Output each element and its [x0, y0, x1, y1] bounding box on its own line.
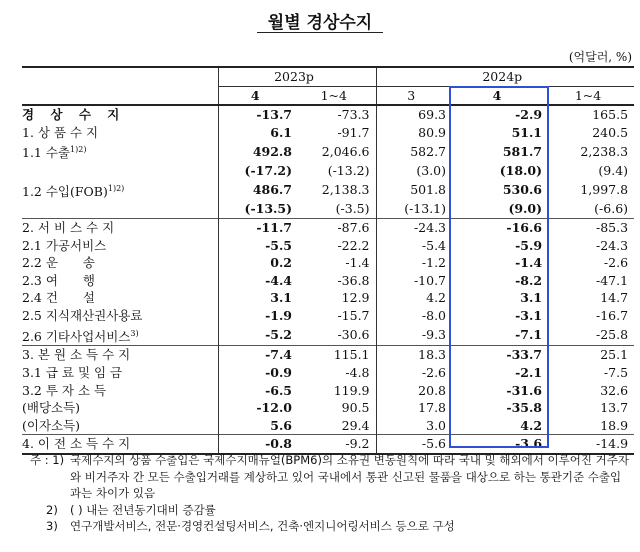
table-cell: 32.6 [600, 382, 629, 398]
table-cell: 501.8 [410, 182, 447, 198]
table-cell: (-13.5) [244, 201, 292, 217]
table-cell: 3.1 [270, 290, 292, 306]
table-cell: -12.0 [256, 400, 292, 416]
table-cell: -11.7 [218, 219, 298, 237]
footnote-ref: 1)2) [70, 145, 87, 155]
table-cell: -0.8 [218, 435, 298, 454]
table-cell: 2,046.6 [298, 141, 376, 162]
row-label-text: 2.5 지식재산권사용료 [22, 308, 143, 324]
table-cell: -2.6 [421, 364, 447, 380]
table-cell: 18.3 [376, 346, 452, 364]
row-label [22, 124, 218, 142]
table-cell: -5.5 [265, 237, 292, 253]
table-cell: 20.8 [418, 382, 447, 398]
table-cell: (-17.2) [244, 163, 292, 179]
table-cell: -14.9 [548, 435, 634, 454]
row-label-text: 경 상 수 지 [22, 107, 126, 123]
table-cell: -36.8 [298, 272, 376, 290]
table-row [22, 325, 634, 346]
table-cell: -0.9 [265, 364, 292, 380]
table-cell: 165.5 [592, 107, 629, 123]
table-cell: (-13.1) [404, 201, 447, 217]
current-account-table [22, 66, 634, 455]
table-cell: -35.8 [506, 400, 543, 416]
table-cell: -25.8 [595, 327, 629, 343]
footnote-1-key: 주 : 1) [30, 453, 65, 467]
row-label [22, 307, 218, 325]
table-cell: -1.4 [515, 255, 543, 271]
table-cell: 119.9 [298, 382, 376, 400]
table-cell: 29.4 [298, 417, 376, 435]
row-label-text: 3.1 급 료 및 임 금 [22, 364, 123, 380]
table-cell: (18.0) [499, 163, 543, 179]
table-cell: -10.7 [413, 272, 447, 288]
row-label [22, 325, 218, 346]
row-label-text: 2.4 건 설 [22, 290, 96, 306]
month-header-row [22, 86, 634, 105]
footnote-1-text: 국제수지의 상품 수출입은 국제수지매뉴얼(BPM6)의 소유권 변동원칙에 따라 국내 및 해외에서 이루어진 거주자와 비거주자 간 모든 수출입거래를 계상하고 있어 국내에서 통관 신고된 물품을 대상으로 하는 통관기준 수출입과는 차이가 있음 [70, 453, 629, 500]
col-header: 3 [376, 86, 452, 105]
table-row [22, 200, 634, 218]
unit-label: (억달러, %) [568, 50, 632, 64]
row-label-text: 2.3 여 행 [22, 272, 96, 288]
table-cell: -8.0 [421, 308, 447, 324]
table-cell: -1.9 [265, 308, 292, 324]
col-header: 4 [452, 86, 548, 105]
table-row [22, 141, 634, 162]
table-cell: (-3.5) [298, 200, 376, 218]
row-label [22, 364, 218, 382]
table-row [22, 364, 634, 382]
footnote-ref: 1)2) [107, 183, 125, 193]
table-cell: 0.2 [270, 255, 292, 271]
table-cell: -22.2 [298, 237, 376, 255]
row-label-text: 2.1 가공서비스 [22, 237, 107, 253]
footnote-2-key: 2) [46, 502, 58, 517]
row-label-text: 2.2 운 송 [22, 255, 96, 271]
table-cell: -3.6 [452, 435, 548, 454]
row-label-text: 1. 상 품 수 지 [22, 124, 99, 140]
footnotes [30, 452, 630, 535]
table-cell: -13.7 [256, 107, 292, 123]
table-cell: 115.1 [298, 346, 376, 364]
table-cell: 4.2 [426, 290, 447, 306]
row-label-text: 3.2 투 자 소 득 [22, 382, 107, 398]
row-label [22, 200, 218, 218]
table-cell: -5.2 [265, 327, 292, 343]
table-cell: -7.4 [218, 346, 298, 364]
footnote-ref: 3) [130, 328, 139, 338]
footnote-2 [30, 502, 630, 519]
table-cell: 581.7 [502, 143, 543, 159]
row-label-text: 4. 이 전 소 득 수 지 [22, 436, 131, 452]
row-label-text: 2.6 기타사업서비스 [22, 328, 131, 344]
table-cell: -16.6 [452, 219, 548, 237]
footnote-2-text: ( ) 내는 전년동기대비 증감률 [70, 502, 216, 517]
table-cell: 3.1 [520, 290, 543, 306]
table-cell: 530.6 [502, 182, 543, 198]
row-label-text: 2. 서 비 스 수 지 [22, 220, 115, 236]
footnote-3 [30, 518, 630, 535]
table-row [22, 237, 634, 255]
table-cell: -33.7 [452, 346, 548, 364]
table-cell: (3.0) [416, 163, 447, 179]
row-label-text: 1.2 수입(FOB) [22, 183, 108, 199]
table-cell: 90.5 [298, 399, 376, 417]
row-label [22, 162, 218, 180]
header-corner [22, 67, 218, 86]
table-cell: -16.7 [595, 308, 629, 324]
table-cell: -5.6 [376, 435, 452, 454]
row-label [22, 141, 218, 162]
table-cell: 1,997.8 [580, 182, 629, 198]
table-cell: 80.9 [418, 124, 447, 140]
row-label [22, 254, 218, 272]
table-cell: -15.7 [298, 307, 376, 325]
table-row [22, 162, 634, 180]
footnote-1 [30, 452, 630, 502]
table-cell: 486.7 [252, 182, 292, 198]
table-cell: -91.7 [298, 124, 376, 142]
table-cell: -2.1 [515, 364, 543, 380]
table-row [22, 272, 634, 290]
page-title: 월별 경상수지 [267, 13, 373, 33]
year-2024-header: 2024p [376, 67, 634, 86]
table-cell: 3.0 [426, 417, 447, 433]
table-row [22, 254, 634, 272]
table-body [22, 105, 634, 454]
table-cell: 492.8 [252, 143, 292, 159]
table-row [22, 346, 634, 364]
table-cell: -2.9 [515, 107, 543, 123]
table-cell: -85.3 [548, 219, 634, 237]
table-cell: (-13.2) [298, 162, 376, 180]
table-cell: 240.5 [592, 124, 629, 140]
table-cell: 17.8 [418, 400, 447, 416]
table-cell: -5.4 [421, 237, 447, 253]
table-cell: (-6.6) [594, 201, 629, 217]
footnote-3-key: 3) [46, 519, 58, 533]
table-cell: -7.1 [515, 327, 543, 343]
table-cell: -3.1 [515, 308, 543, 324]
table-cell: -7.5 [603, 364, 629, 380]
table-cell: 25.1 [548, 346, 634, 364]
title-underline [257, 32, 383, 33]
table-cell: 14.7 [600, 290, 629, 306]
table-row [22, 180, 634, 201]
table-cell: 69.3 [418, 107, 447, 123]
row-label [22, 289, 218, 307]
row-label [22, 180, 218, 201]
table-cell: -30.6 [298, 325, 376, 346]
table-row [22, 382, 634, 400]
table-row [22, 417, 634, 435]
col-header: 1~4 [548, 86, 634, 105]
table-row [22, 399, 634, 417]
header-corner-2 [22, 86, 218, 105]
table-row [22, 105, 634, 124]
footnote-3-text: 연구개발서비스, 전문·경영컨설팅서비스, 건축·엔지니어링서비스 등으로 구성 [70, 519, 455, 533]
table-cell: -1.2 [421, 255, 447, 271]
year-header-row [22, 67, 634, 86]
row-label-text: (배당소득) [22, 400, 81, 416]
row-label [22, 237, 218, 255]
row-label-text: 3. 본 원 소 득 수 지 [22, 347, 131, 363]
table-cell: 4.2 [520, 417, 543, 433]
table-cell: -73.3 [298, 105, 376, 124]
table-cell: 582.7 [410, 143, 447, 159]
table-cell: 13.7 [600, 400, 629, 416]
table-cell: -2.6 [603, 255, 629, 271]
row-label [22, 417, 218, 435]
row-label [22, 346, 218, 364]
table-cell: -31.6 [506, 382, 543, 398]
table-cell: -5.9 [515, 237, 543, 253]
table-cell: (9.4) [598, 163, 629, 179]
row-label [22, 382, 218, 400]
table-row [22, 124, 634, 142]
table-cell: 12.9 [298, 289, 376, 307]
row-label [22, 272, 218, 290]
table-cell: -8.2 [515, 272, 543, 288]
row-label-text: 1.1 수출 [22, 145, 71, 161]
table-cell: (9.0) [508, 201, 543, 217]
table-cell: 5.6 [270, 417, 292, 433]
table-cell: 18.9 [600, 417, 629, 433]
table-cell: -1.4 [298, 254, 376, 272]
table-cell: -24.3 [595, 237, 629, 253]
col-header: 1~4 [298, 86, 376, 105]
table-row [22, 219, 634, 237]
row-label [22, 105, 218, 124]
table-cell: 51.1 [511, 124, 543, 140]
row-label [22, 399, 218, 417]
year-2023-header: 2023p [218, 67, 376, 86]
table-cell: -9.3 [421, 327, 447, 343]
table-cell: -4.4 [265, 272, 292, 288]
table-cell: -87.6 [298, 219, 376, 237]
table-row [22, 307, 634, 325]
col-header: 4 [218, 86, 298, 105]
table-row [22, 289, 634, 307]
row-label-text: (이자소득) [22, 417, 81, 433]
table-cell: -9.2 [298, 435, 376, 454]
table-cell: -4.8 [298, 364, 376, 382]
table-cell: 2,138.3 [298, 180, 376, 201]
table-cell: 2,238.3 [580, 143, 629, 159]
table-cell: -6.5 [265, 382, 292, 398]
table-cell: 6.1 [270, 124, 292, 140]
table-cell: -47.1 [595, 272, 629, 288]
table-cell: -24.3 [376, 219, 452, 237]
row-label [22, 219, 218, 237]
